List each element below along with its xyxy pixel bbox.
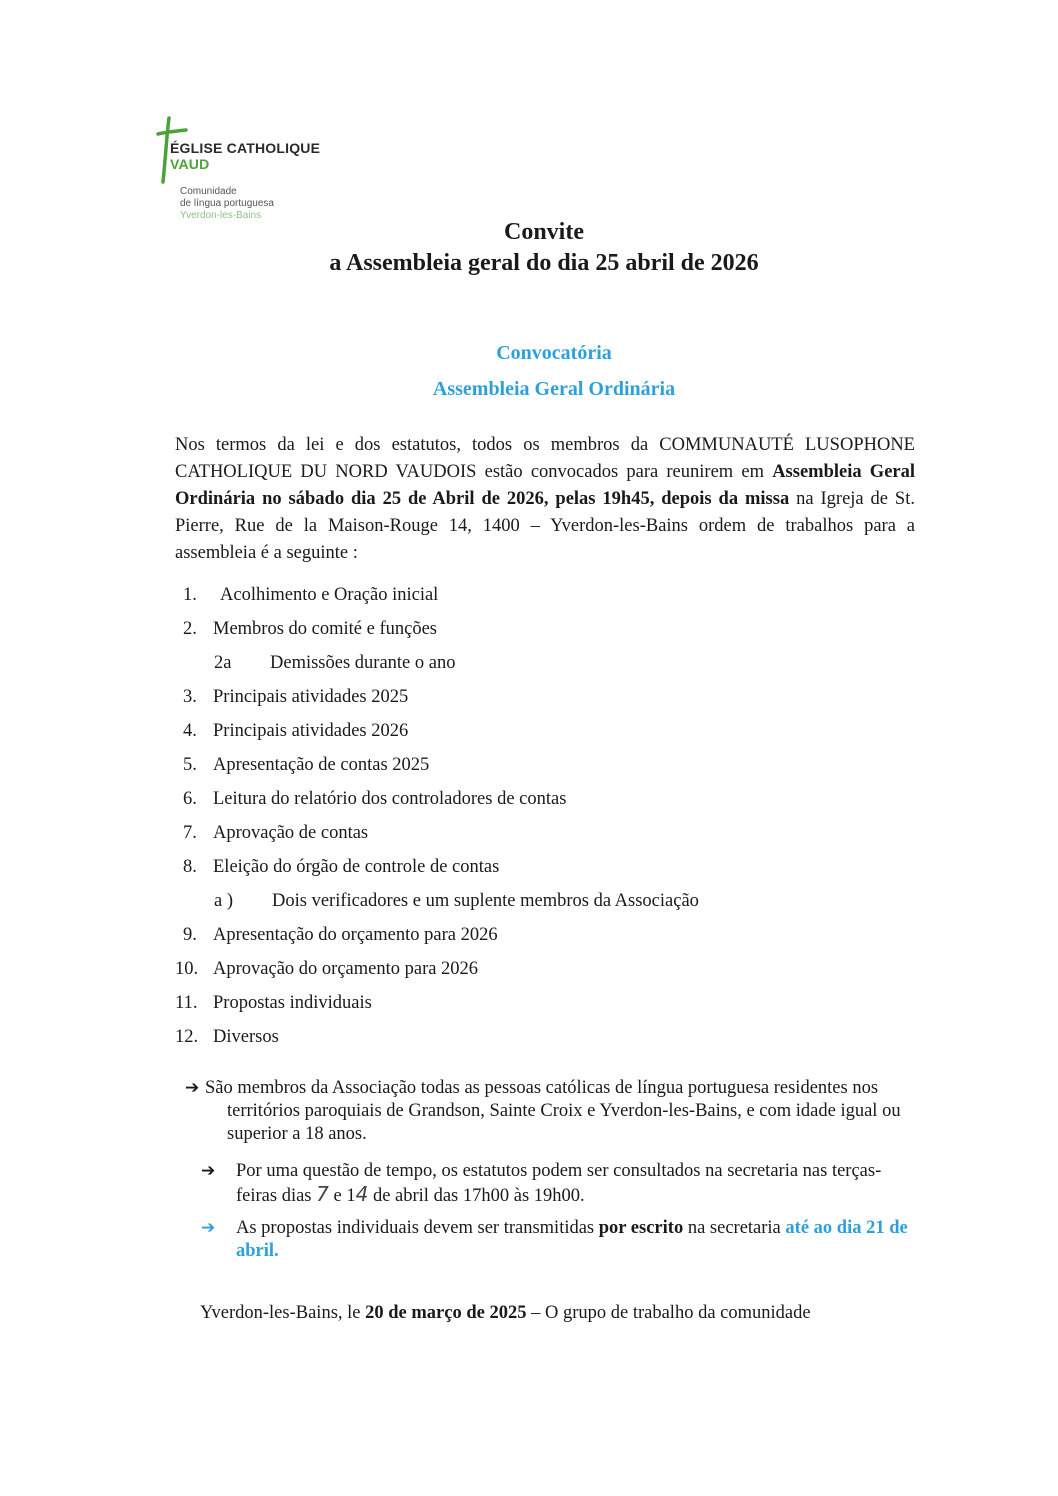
handwritten-day: 7 bbox=[316, 1182, 329, 1206]
logo-sub2: de língua portuguesa bbox=[180, 198, 274, 209]
agenda-item: 6. Leitura do relatório dos controladores de contas bbox=[183, 789, 567, 809]
section-subtitle: Assembleia Geral Ordinária bbox=[432, 378, 676, 400]
arrow-right-icon: ➔ bbox=[201, 1161, 216, 1181]
intro-bold: Assembleia Geral Ordinária no sábado dia 25 de Abril de 2026, pelas 19h45, depois da missa bbox=[175, 462, 916, 509]
agenda-item: 8. Eleição do órgão de controle de contas bbox=[183, 857, 500, 877]
agenda-subitem: 2a Demissões durante o ano bbox=[214, 653, 456, 673]
agenda-item: 3. Principais atividades 2025 bbox=[183, 687, 409, 707]
page-title: Convite bbox=[504, 219, 584, 245]
section-title: Convocatória bbox=[496, 342, 612, 364]
intro-part1: Nos termos da lei e dos estatutos, todos os membros da COMMUNAUTÉ LUSOPHONE CATHOLIQUE DU NORD VAUDOIS estão convocados para reunirem em bbox=[175, 435, 915, 482]
agenda-item: 12. Diversos bbox=[175, 1027, 279, 1047]
intro-part2: na Igreja de St. Pierre, Rue de la Maison-Rouge 14, 1400 – Yverdon-les-Bains ordem de trabalhos para a assembleia é a seguinte : bbox=[175, 489, 915, 563]
note-statutes: ➔ Por uma questão de tempo, os estatutos podem ser consultados na secretaria nas terças-feiras dias 7 e 14 de abril das 17h00 às 19h00. bbox=[201, 1161, 882, 1206]
note-proposals: ➔ As propostas individuais devem ser transmitidas por escrito na secretaria até ao dia 21 de abril. bbox=[201, 1218, 908, 1261]
deadline: até ao dia 21 de abril. bbox=[236, 1218, 908, 1261]
note-membership: ➔ São membros da Associação todas as pessoas católicas de língua portuguesa residentes nos territórios paroquiais de Grandson, Sainte Croix e Yverdon-les-Bains, e com idade igual ou superior a 18 anos. bbox=[185, 1078, 901, 1144]
arrow-right-icon: ➔ bbox=[201, 1218, 216, 1238]
logo-line2: VAUD bbox=[170, 156, 210, 172]
agenda-item: 9. Apresentação do orçamento para 2026 bbox=[183, 925, 498, 945]
agenda-item: 5. Apresentação de contas 2025 bbox=[183, 755, 430, 775]
arrow-right-icon: ➔ bbox=[185, 1078, 200, 1098]
logo-sub1: Comunidade bbox=[180, 186, 237, 197]
page-subtitle: a Assembleia geral do dia 25 abril de 2026 bbox=[329, 250, 759, 276]
logo bbox=[155, 112, 355, 222]
logo-sub3: Yverdon-les-Bains bbox=[180, 210, 262, 221]
agenda-item: 2. Membros do comité e funções bbox=[183, 619, 437, 639]
footer-signature: Yverdon-les-Bains, le 20 de março de 2025 – O grupo de trabalho da comunidade bbox=[200, 1303, 811, 1323]
agenda-item: 1. Acolhimento e Oração inicial bbox=[183, 585, 439, 605]
intro-paragraph bbox=[175, 432, 915, 567]
agenda-subitem: a ) Dois verificadores e um suplente membros da Associação bbox=[214, 891, 699, 911]
agenda-item: 10. Aprovação do orçamento para 2026 bbox=[175, 959, 479, 979]
agenda-item: 7. Aprovação de contas bbox=[183, 823, 369, 843]
agenda-item: 11. Propostas individuais bbox=[175, 993, 372, 1013]
logo-line1: ÉGLISE CATHOLIQUE bbox=[170, 140, 321, 156]
agenda-item: 4. Principais atividades 2026 bbox=[183, 721, 409, 741]
handwritten-day: 4 bbox=[355, 1182, 369, 1206]
